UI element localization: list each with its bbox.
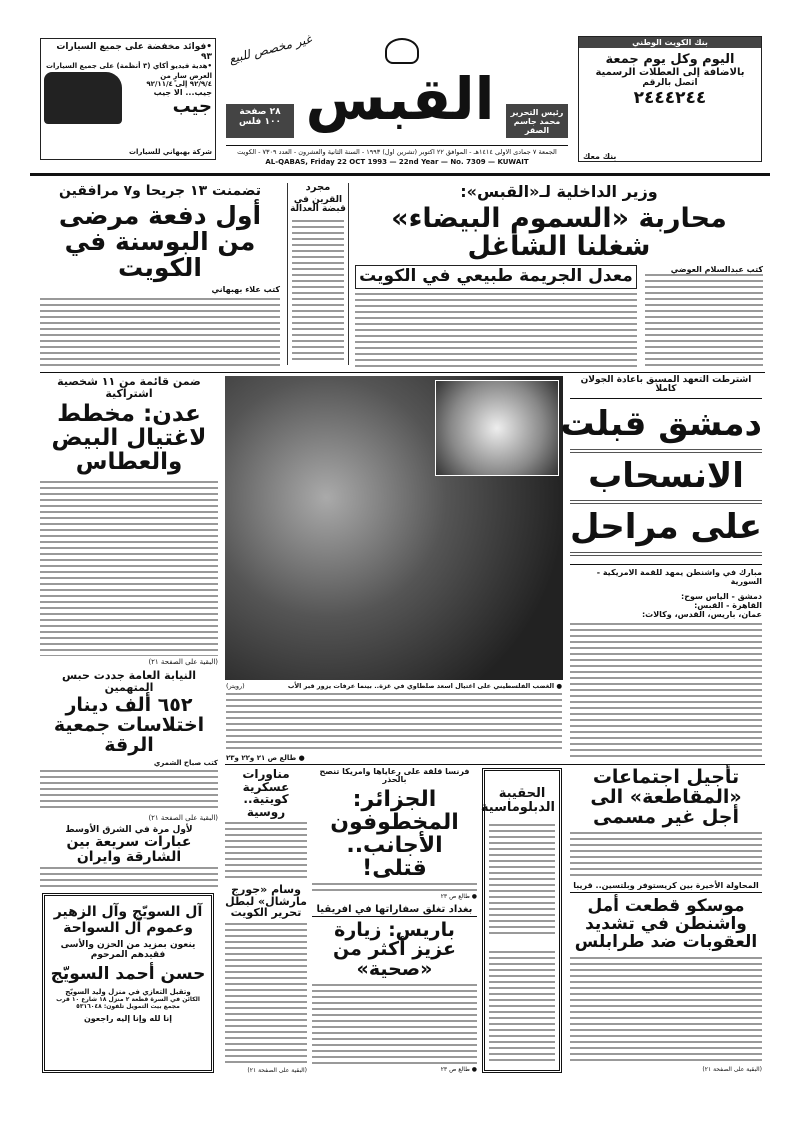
bank-banner: بنك الكويت الوطني bbox=[579, 37, 761, 48]
story-interior-minister[interactable] bbox=[355, 180, 763, 370]
kicker: اشترطت التعهد المسبق باعادة الجولان كاملا bbox=[570, 376, 762, 399]
body-text bbox=[40, 298, 280, 370]
headline: أول دفعة مرضى من البوسنة في الكويت bbox=[58, 200, 262, 283]
body-text bbox=[570, 623, 762, 760]
obit-line: الكائن في السرة قطعة ٢ منزل ١٨ شارع ١٠ قرب bbox=[56, 996, 200, 1003]
subhead: مبارك في واشنطن يمهد للقمة الامريكية - السورية bbox=[570, 564, 762, 586]
body-text bbox=[40, 481, 218, 656]
story-algeria[interactable] bbox=[312, 768, 477, 900]
bank-line: اتصل بالرقم bbox=[642, 78, 698, 88]
headline: ٦٥٢ ألف دينار اختلاسات جمعية الرقة bbox=[53, 694, 205, 756]
story-sharjah[interactable] bbox=[40, 826, 218, 888]
body-text bbox=[225, 923, 307, 1065]
photo-credit: (رويتر) bbox=[226, 682, 245, 690]
interior-col-left bbox=[355, 265, 637, 370]
dateline: عمان، باريس، القدس، وكالات: bbox=[641, 609, 762, 619]
bank-side: بنك معك bbox=[583, 152, 617, 161]
obit-line: مجمع بيت التمويل تلفون: ٥٣١٦٠٤٨ bbox=[76, 1003, 180, 1010]
continued: (البقية على الصفحة ٢١) bbox=[247, 1067, 307, 1074]
story-baghdad[interactable] bbox=[312, 905, 477, 1073]
editor-name: محمد جاسم الصقر bbox=[513, 117, 561, 135]
story-prosecution[interactable] bbox=[40, 670, 218, 822]
story-aden[interactable] bbox=[40, 376, 218, 666]
byline: كتب علاء بهبهاني bbox=[211, 285, 280, 295]
story-boycott[interactable] bbox=[570, 768, 762, 878]
ad-line: العرض سارٍ من bbox=[160, 72, 212, 80]
body-text bbox=[489, 824, 555, 937]
body-text bbox=[40, 867, 218, 888]
interior-col-right bbox=[645, 265, 763, 370]
obit-line: وعموم آل السواحة bbox=[63, 920, 193, 936]
photo-caption: ● الغضب الفلسطيني على اغتيال اسعد صلطاوي في غزة.. بينما عرفات يزور قبر الأب bbox=[287, 682, 562, 690]
obit-line: فقيدهم المرحوم bbox=[90, 950, 166, 960]
ad-line: •فوائد مخفضة على جميع السيارات ٩٣ bbox=[56, 42, 212, 62]
headline: تأجيل اجتماعات «المقاطعة» الى أجل غير مسمى bbox=[590, 766, 742, 828]
kicker: النيابة العامة جددت حبس المتهمين bbox=[62, 669, 196, 694]
byline: كتب عبدالسلام العوضي bbox=[670, 265, 763, 275]
headline: محاربة «السموم البيضاء» شغلنا الشاغل bbox=[391, 202, 727, 263]
interior-body bbox=[355, 265, 763, 370]
ad-text bbox=[126, 72, 212, 124]
headline: عبارات سريعة بين الشارقة وايران bbox=[66, 834, 192, 866]
ad-body bbox=[44, 72, 212, 124]
kicker: فرنسا قلقة على رعاياها وامريكا تنصح بالحذر bbox=[319, 767, 470, 785]
headline-1: دمشق قبلت bbox=[570, 407, 762, 453]
not-for-sale-stamp: غير مخصص للبيع bbox=[227, 31, 314, 67]
column-title: مجرد bbox=[305, 182, 331, 193]
date-english: AL-QABAS, Friday 22 OCT 1993 — 22nd Year — No. 7309 — KUWAIT bbox=[265, 158, 529, 166]
headline: باريس: زيارة عزيز أكثر من «صحية» bbox=[333, 918, 456, 981]
byline: كتب صباح الشمري bbox=[153, 758, 218, 767]
headline: وسام «جورج مارشال» لبطل تحرير الكويت bbox=[225, 883, 307, 920]
headline: مناورات عسكرية كويتية.. روسية bbox=[242, 767, 290, 819]
headline: الجزائر: المخطوفون الأجانب.. قتلى! bbox=[330, 786, 459, 882]
headline: موسكو قطعت أمل واشنطن في تشديد العقوبات ضد طرابلس bbox=[574, 896, 758, 953]
continued: (البقية على الصفحة ٢١) bbox=[148, 658, 218, 666]
page-count bbox=[226, 104, 294, 138]
kicker: تضمنت ١٣ جريحا و٧ مرافقين bbox=[59, 183, 261, 199]
obit-name: حسن أحمد السويّج bbox=[50, 964, 206, 984]
ad-slogan: جيب... الا جيب bbox=[153, 88, 212, 97]
body-text bbox=[312, 984, 477, 1064]
obituary-box bbox=[42, 893, 214, 1073]
body-text bbox=[355, 293, 637, 370]
headline-3: على مراحل bbox=[570, 510, 762, 556]
body-text bbox=[225, 822, 307, 878]
jeep-image bbox=[44, 72, 122, 124]
story-bosnia[interactable] bbox=[40, 180, 280, 370]
editor-label: رئيس التحرير bbox=[510, 108, 564, 117]
story-moscow[interactable] bbox=[570, 882, 762, 1073]
news-photo bbox=[225, 376, 563, 680]
obit-line: إنا لله وإنا إليه راجعون bbox=[83, 1014, 173, 1023]
continued: (البقية على الصفحة ٢١) bbox=[148, 814, 218, 822]
inset-photo bbox=[435, 380, 559, 476]
kicker: ضمن قائمة من ١١ شخصية اشتراكية bbox=[57, 375, 201, 400]
dateline: القاهرة - القبس: bbox=[694, 600, 762, 610]
obit-line: ينعون بمزيد من الحزن والأسى bbox=[60, 940, 196, 950]
obit-line: وتقبل التعازي في منزل وليد السويّج bbox=[65, 988, 191, 996]
headline-2: الانسحاب bbox=[570, 459, 762, 505]
ad-line: •هدية فيديو أكاي (٣ أنظمة) على جميع السيارات bbox=[46, 62, 212, 70]
body-text bbox=[645, 274, 763, 370]
story-maneuvers[interactable] bbox=[225, 768, 307, 878]
body-text bbox=[312, 883, 477, 891]
headline: عدن: مخطط لاغتيال البيض والعطاس bbox=[51, 401, 207, 476]
ad-jeep[interactable] bbox=[40, 38, 216, 160]
headline: الحقيبة الدبلوماسية bbox=[480, 786, 555, 815]
editor-box bbox=[506, 104, 568, 138]
bank-number: ٢٤٤٤٢٤٤ bbox=[633, 88, 707, 108]
bank-line: اليوم وكل يوم جمعة bbox=[605, 52, 735, 67]
photo-caption-block bbox=[226, 682, 562, 762]
body-text bbox=[40, 770, 218, 812]
body-text bbox=[570, 957, 762, 1064]
bank-line: بالاضافة إلى العطلات الرسمية bbox=[595, 67, 745, 78]
ad-dealer: شركة بهبهاني للسيارات bbox=[128, 148, 212, 156]
body-text bbox=[489, 951, 555, 1064]
date-arabic: الجمعة ٧ جمادى الاولى ١٤١٤هـ - الموافق ٢٢ اكتوبر (تشرين اول) ١٩٩٣ - السنة الثانية والعشرون - العدد ٧٣٠٩ - الكويت bbox=[226, 145, 568, 156]
row-rule bbox=[225, 764, 765, 765]
photo-more: ● طالع ص ٢١ و٢٢ و٢٣ bbox=[226, 754, 305, 762]
diplomatic-bag-box[interactable] bbox=[482, 768, 562, 1073]
ad-bank[interactable] bbox=[578, 36, 762, 162]
body-text bbox=[570, 832, 762, 878]
body-text bbox=[226, 693, 562, 752]
continued: ● طالع ص ٢٣ bbox=[440, 893, 477, 900]
continued: ● طالع ص ٢٣ bbox=[440, 1066, 477, 1073]
kicker: وزير الداخلية لـ«القبس»: bbox=[460, 182, 658, 201]
kicker: لأول مرة في الشرق الأوسط bbox=[65, 825, 193, 835]
dateline: دمشق - الياس سوح: bbox=[681, 591, 762, 601]
ad-line: ٩٢/٩/٤ إلى ٩٢/١١/٤ bbox=[146, 80, 212, 88]
column-sub: القرين في قبضة العدالة bbox=[290, 194, 346, 214]
continued: (البقية على الصفحة ٢١) bbox=[702, 1066, 762, 1073]
ad-brand: جيب bbox=[172, 96, 212, 117]
masthead-rule bbox=[30, 173, 770, 176]
story-damascus[interactable] bbox=[560, 375, 762, 760]
kicker: المحاولة الأخيرة بين كريستوفر وبلتسين.. قريبا bbox=[570, 882, 762, 893]
subhead: معدل الجريمة طبيعي في الكويت bbox=[355, 265, 637, 289]
logo-emblem bbox=[385, 38, 419, 64]
caption-row bbox=[226, 682, 562, 690]
price-label: ١٠٠ فلس bbox=[239, 117, 281, 127]
logo: القبس bbox=[305, 65, 495, 133]
body-text bbox=[292, 220, 344, 361]
row-rule bbox=[40, 372, 765, 373]
story-marshall[interactable] bbox=[225, 884, 307, 1074]
pages-label: ٢٨ صفحة bbox=[239, 107, 281, 117]
kicker: بغداد تغلق سفاراتها في افريقيا bbox=[312, 905, 477, 917]
column-box[interactable] bbox=[287, 183, 349, 365]
obit-line: آل السويّج وآل الزهير bbox=[53, 904, 203, 920]
